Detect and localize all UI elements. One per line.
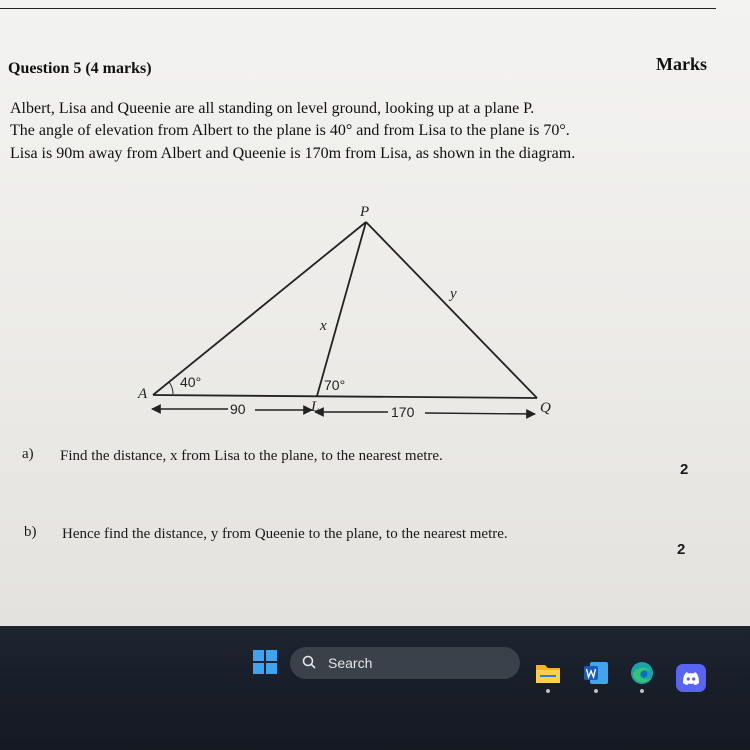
question-title: Question 5 (4 marks)	[8, 60, 152, 77]
angle-arc-A	[169, 382, 173, 394]
angle-L-label: 70°	[324, 377, 346, 393]
question-text-line-2: The angle of elevation from Albert to the plane is 40° and from Lisa to the plane is 70°.	[10, 122, 570, 139]
taskbar-search-label: Search	[328, 655, 373, 671]
taskbar	[0, 626, 750, 750]
side-AP	[153, 222, 366, 395]
angle-A-label: 40°	[180, 374, 202, 390]
taskbar-search-box[interactable]	[290, 647, 520, 679]
word-running-indicator	[594, 689, 598, 693]
part-b-marks: 2	[677, 541, 686, 558]
label-Q: Q	[540, 400, 551, 416]
label-y: y	[450, 286, 457, 302]
marks-column-header: Marks	[656, 54, 707, 74]
part-a-label: a)	[22, 446, 34, 462]
distance-AL-label: 90	[230, 401, 246, 417]
label-A: A	[138, 386, 148, 402]
distance-LQ-label: 170	[391, 404, 415, 420]
file-explorer-running-indicator	[546, 689, 550, 693]
edge-running-indicator	[640, 689, 644, 693]
part-a-marks: 2	[680, 461, 689, 478]
part-b-text: Hence find the distance, y from Queenie to the plane, to the nearest metre.	[62, 526, 508, 542]
windows-start-icon[interactable]	[253, 650, 277, 674]
label-x: x	[320, 318, 327, 334]
question-text-line-1: Albert, Lisa and Queenie are all standing on level ground, looking up at a plane P.	[10, 100, 535, 117]
file-explorer-icon[interactable]	[534, 660, 562, 686]
label-L: L	[311, 399, 320, 415]
part-b-label: b)	[24, 524, 37, 540]
arrow-170-right	[425, 413, 535, 414]
ground-line	[153, 395, 537, 398]
side-PQ	[366, 222, 537, 398]
question-text-line-3: Lisa is 90m away from Albert and Queenie is 170m from Lisa, as shown in the diagram.	[10, 145, 576, 162]
word-icon[interactable]	[582, 660, 610, 686]
discord-icon[interactable]	[676, 664, 706, 692]
side-PL	[317, 222, 366, 396]
edge-icon[interactable]	[628, 660, 656, 686]
part-a-text: Find the distance, x from Lisa to the plane, to the nearest metre.	[60, 448, 443, 464]
search-icon	[302, 655, 316, 669]
label-P: P	[360, 204, 370, 220]
